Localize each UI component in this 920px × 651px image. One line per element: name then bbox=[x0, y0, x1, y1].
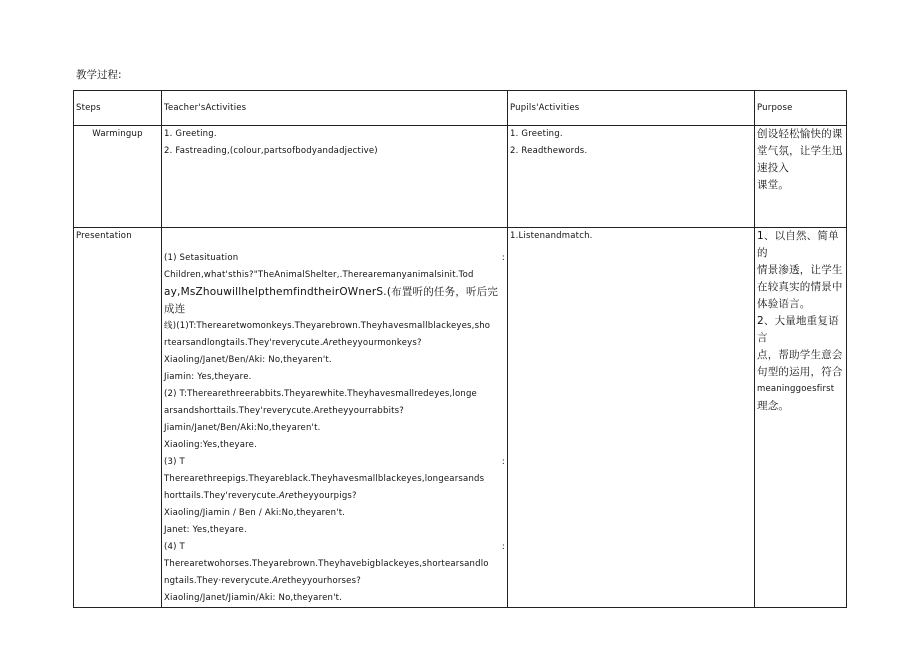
header-steps: Steps bbox=[74, 91, 162, 126]
step-presentation: Presentation bbox=[74, 228, 162, 608]
teacher-line: Therearetwohorses.Theyarebrown.Theyhavebigblackeyes,shortearsandlo bbox=[164, 559, 489, 569]
warmup-pupils-line: 2. Readthewords. bbox=[510, 146, 588, 156]
colon-mark: : bbox=[501, 253, 505, 263]
presentation-row bbox=[74, 228, 847, 608]
presentation-purpose-cell bbox=[755, 228, 847, 608]
teacher-line: ay,MsZhouwillhelpthemfindtheirOWnerS.(布置听的任务，听后完成连 bbox=[164, 286, 499, 315]
presentation-purpose-line: 句型的运用，符合 bbox=[757, 366, 843, 378]
teacher-line: 线)(1)T:Therearetwomonkeys.Theyarebrown.Theyhavesmallblackeyes,sho bbox=[164, 321, 491, 331]
teacher-line: Jiamin/Janet/Ben/Aki:No,theyaren't. bbox=[164, 423, 321, 433]
teacher-line: Xiaoling/Janet/Jiamin/Aki: No,theyaren't. bbox=[164, 593, 343, 603]
teaching-process-table bbox=[73, 90, 847, 608]
colon-mark: : bbox=[501, 457, 505, 467]
teacher-line: Xiaoling/Janet/Ben/Aki: No,theyaren't. bbox=[164, 355, 332, 365]
presentation-purpose-line: 在较真实的情景中 bbox=[757, 281, 843, 293]
teacher-line: ngtails.They·reverycute.Aretheyyourhorses? bbox=[164, 576, 361, 586]
presentation-purpose-line: 情景渗透，让学生 bbox=[757, 264, 843, 276]
warmup-purpose-cell bbox=[755, 126, 847, 228]
header-teacher-activities: Teacher'sActivities bbox=[162, 91, 508, 126]
presentation-purpose-line: 体验语言。 bbox=[757, 298, 811, 310]
teacher-line bbox=[164, 539, 505, 556]
teacher-line: horttails.They'reverycute.Aretheyyourpigs? bbox=[164, 491, 357, 501]
teacher-line: Janet: Yes,theyare. bbox=[164, 525, 247, 535]
teacher-line: rtearsandlongtails.They'reverycute.Aretheyyourmonkeys? bbox=[164, 338, 422, 348]
teacher-line: Xiaoling:Yes,theyare. bbox=[164, 440, 258, 450]
warmup-purpose-line: 堂气氛，让学生迅 bbox=[757, 145, 843, 157]
teacher-line: Xiaoling/Jiamin / Ben / Aki:No,theyaren't. bbox=[164, 508, 346, 518]
step-warmup: Warmingup bbox=[74, 126, 162, 228]
presentation-purpose-line: 1、以自然、简单的 bbox=[757, 230, 839, 259]
warmup-purpose-line: 创设轻松愉快的课 bbox=[757, 128, 843, 140]
presentation-pupils-cell bbox=[508, 228, 755, 608]
presentation-purpose-line: 点，帮助学生意会 bbox=[757, 349, 843, 361]
warmup-purpose-line: 速投入 bbox=[757, 162, 790, 174]
presentation-teacher-cell bbox=[162, 228, 508, 608]
step-3-heading: (3) T bbox=[164, 457, 185, 467]
page-heading: 教学过程: bbox=[76, 69, 122, 81]
step-4-heading: (4) T bbox=[164, 542, 185, 552]
presentation-purpose-line: 理念。 bbox=[757, 400, 790, 412]
teacher-line: Therearethreepigs.Theyareblack.Theyhavesmallblackeyes,longearsands bbox=[164, 474, 485, 484]
header-purpose: Purpose bbox=[755, 91, 847, 126]
warmup-pupils-cell bbox=[508, 126, 755, 228]
teacher-line bbox=[164, 454, 505, 471]
situation-heading: (1) Setasituation bbox=[164, 253, 239, 263]
table-header-row bbox=[74, 91, 847, 126]
presentation-pupils-line: 1.Listenandmatch. bbox=[510, 231, 593, 241]
warmup-teacher-line: 2. Fastreading,(colour,partsofbodyandadjective) bbox=[164, 146, 378, 156]
presentation-purpose-line: 2、大量地重复语言 bbox=[757, 315, 839, 344]
header-pupils-activities: Pupils'Activities bbox=[508, 91, 755, 126]
warmup-pupils-line: 1. Greeting. bbox=[510, 129, 563, 139]
teacher-line: Jiamin: Yes,theyare. bbox=[164, 372, 252, 382]
warmup-row bbox=[74, 126, 847, 228]
warmup-teacher-cell bbox=[162, 126, 508, 228]
presentation-purpose-line: meaninggoesfirst bbox=[757, 384, 835, 394]
colon-mark: : bbox=[501, 542, 505, 552]
teacher-line bbox=[164, 250, 505, 267]
teacher-line: (2) T:Therearethreerabbits.Theyarewhite.Theyhavesmallredeyes,longe bbox=[164, 389, 477, 399]
teacher-line: arsandshorttails.They'reverycute.Aretheyyourrabbits? bbox=[164, 406, 405, 416]
warmup-teacher-line: 1. Greeting. bbox=[164, 129, 217, 139]
teacher-line: Children,what'sthis?"TheAnimalShelter,.Therearemanyanimalsinit.Tod bbox=[164, 270, 474, 280]
warmup-purpose-line: 课堂。 bbox=[757, 179, 790, 191]
